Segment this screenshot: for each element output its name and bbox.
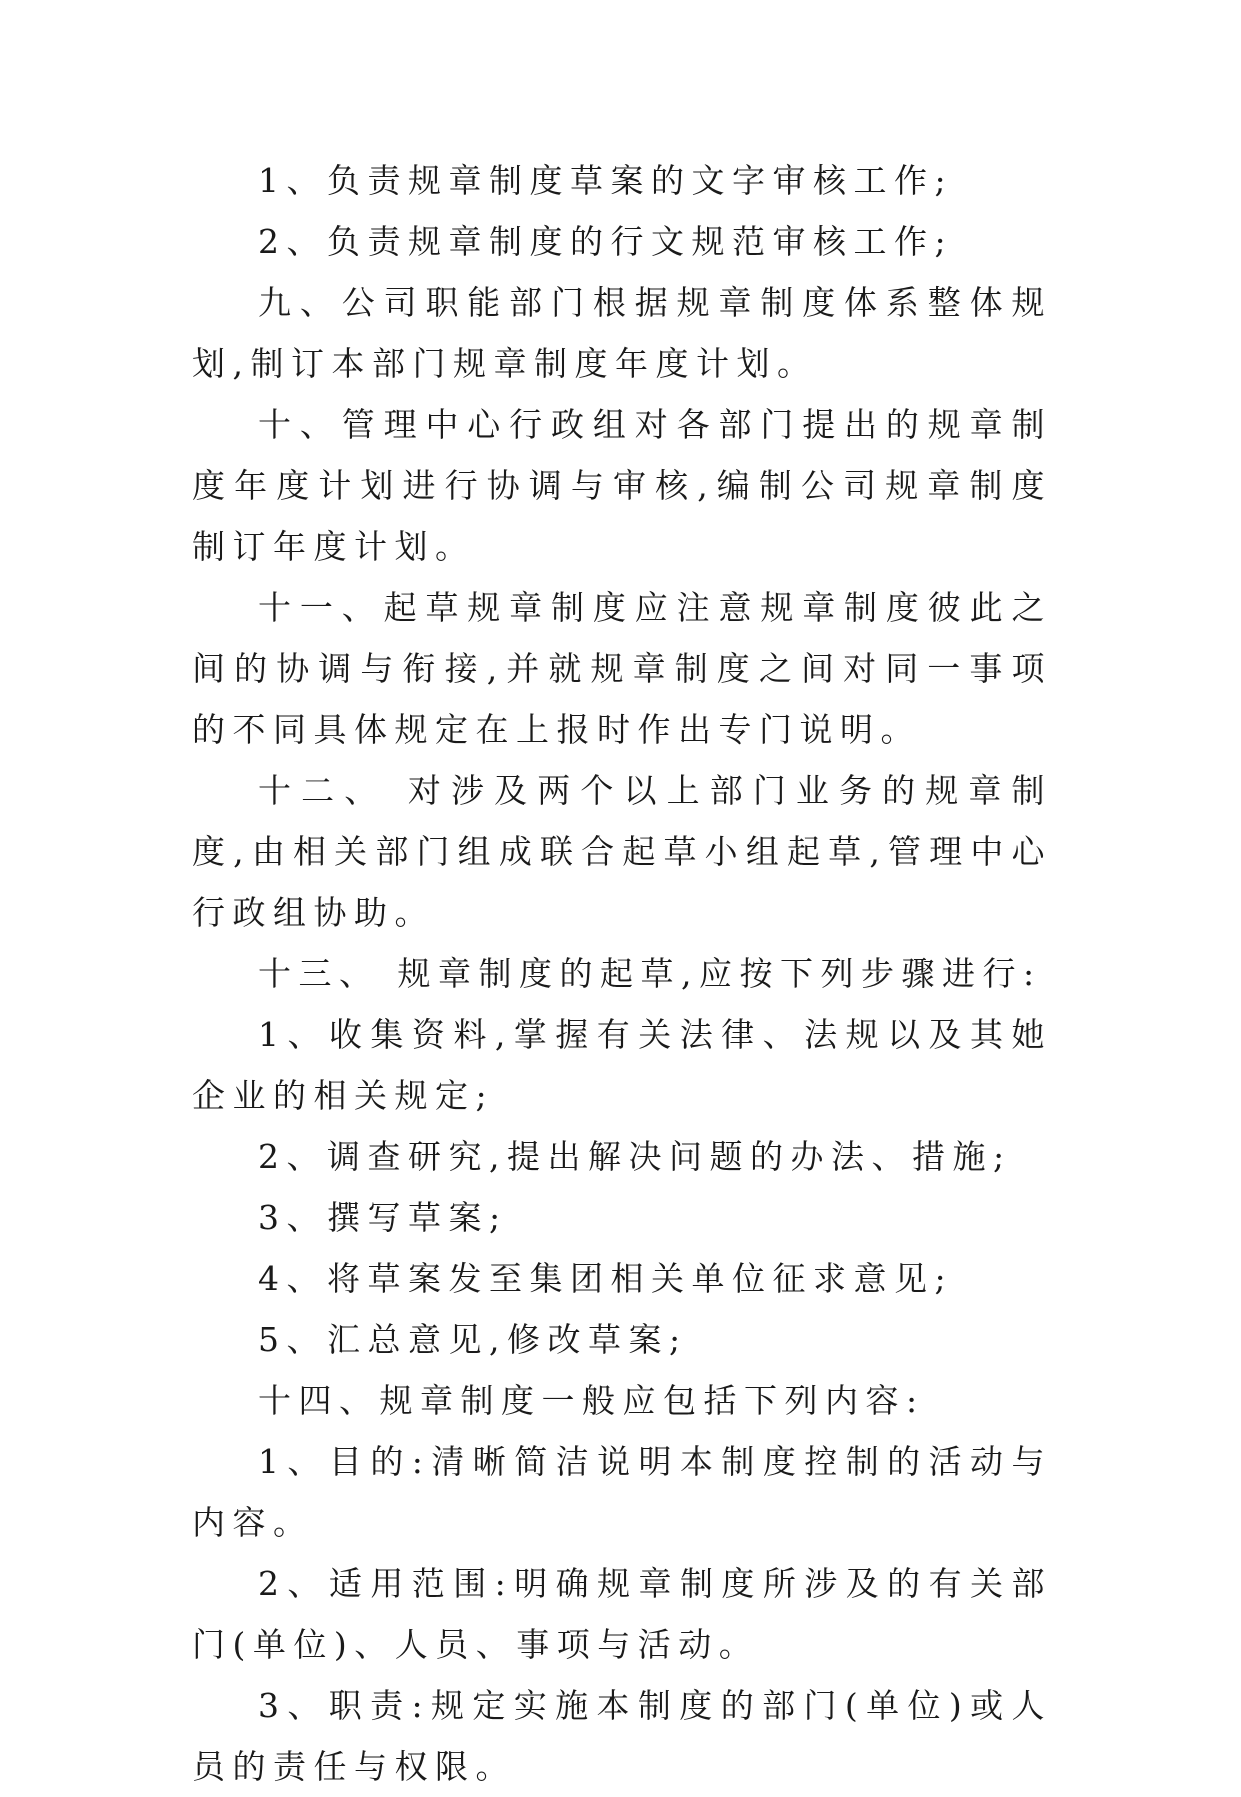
paragraph-15: 2、适用范围:明确规章制度所涉及的有关部门(单位)、人员、事项与活动。 xyxy=(192,1564,1052,1664)
paragraph-1: 1、负责规章制度草案的文字审核工作; xyxy=(258,161,954,200)
paragraph-12: 5、汇总意见,修改草案; xyxy=(258,1320,688,1359)
paragraph-4: 十、管理中心行政组对各部门提出的规章制度年度计划进行协调与审核,编制公司规章制度制订年度计划。 xyxy=(192,405,1052,566)
document-page xyxy=(192,150,1052,1797)
paragraph-7: 十三、 规章制度的起草,应按下列步骤进行: xyxy=(258,954,1042,993)
paragraph-9: 2、调查研究,提出解决问题的办法、措施; xyxy=(258,1137,1012,1176)
paragraph-2: 2、负责规章制度的行文规范审核工作; xyxy=(258,222,954,261)
paragraph-11: 4、将草案发至集团相关单位征求意见; xyxy=(258,1259,954,1298)
paragraph-6: 十二、 对涉及两个以上部门业务的规章制度,由相关部门组成联合起草小组起草,管理中心行政组协助。 xyxy=(192,771,1052,932)
paragraph-10: 3、撰写草案; xyxy=(258,1198,508,1237)
paragraph-13: 十四、规章制度一般应包括下列内容: xyxy=(258,1381,925,1420)
paragraph-16: 3、职责:规定实施本制度的部门(单位)或人员的责任与权限。 xyxy=(192,1686,1052,1786)
paragraph-8: 1、收集资料,掌握有关法律、法规以及其她企业的相关规定; xyxy=(192,1015,1052,1115)
paragraph-3: 九、公司职能部门根据规章制度体系整体规划,制订本部门规章制度年度计划。 xyxy=(192,283,1052,383)
paragraph-14: 1、目的:清晰简洁说明本制度控制的活动与内容。 xyxy=(192,1442,1052,1542)
paragraph-5: 十一、起草规章制度应注意规章制度彼此之间的协调与衔接,并就规章制度之间对同一事项的不同具体规定在上报时作出专门说明。 xyxy=(192,588,1052,749)
